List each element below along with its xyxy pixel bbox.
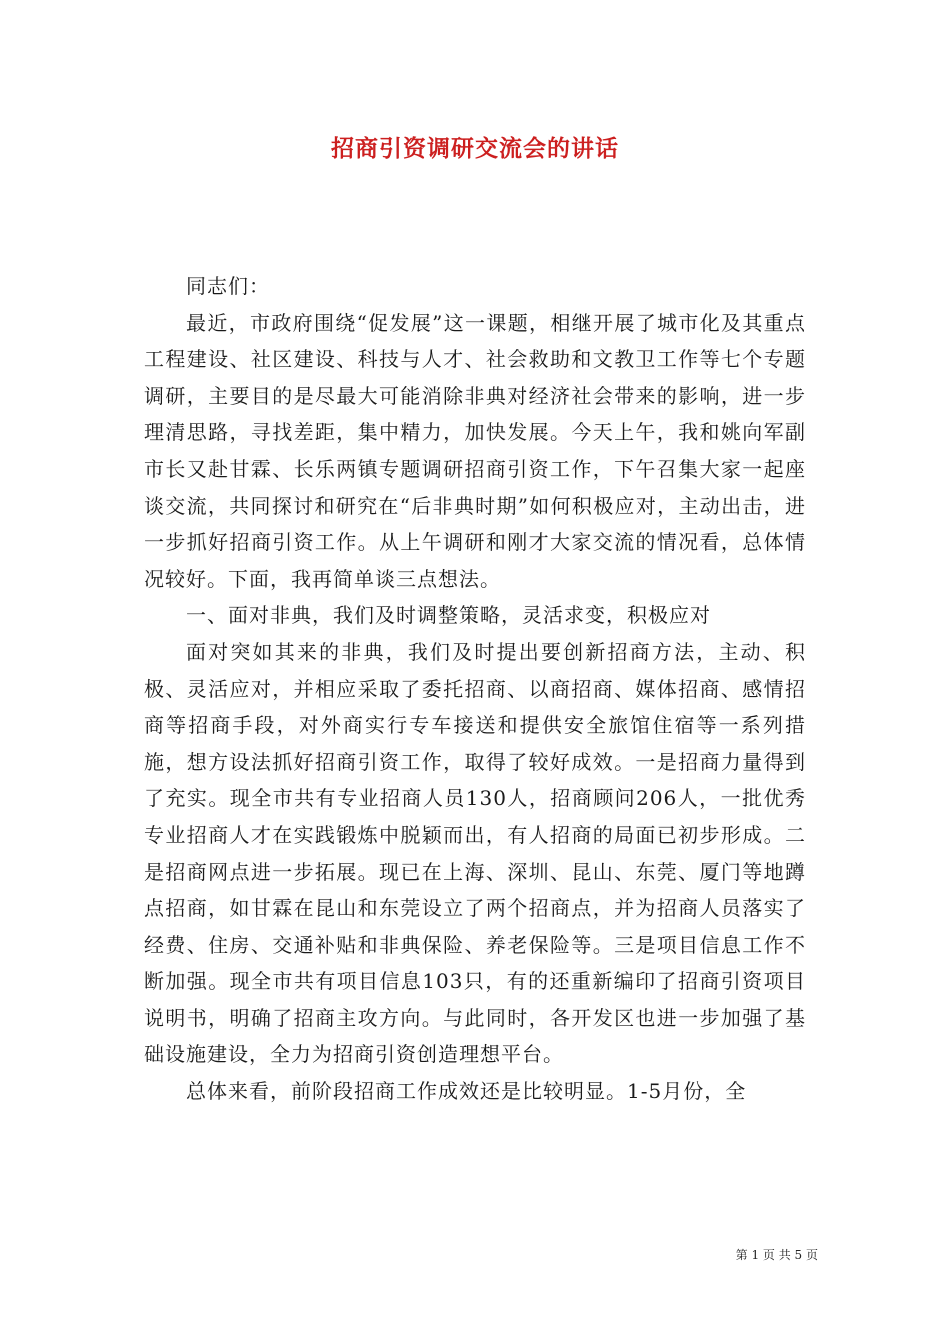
- document-body: [144, 268, 806, 1110]
- page-number: 第 1 页 共 5 页: [735, 1248, 818, 1262]
- document-title: 招商引资调研交流会的讲话: [331, 135, 619, 162]
- paragraph-intro: 最近，市政府围绕“促发展”这一课题，相继开展了城市化及其重点工程建设、社区建设、科技与人才、社会救助和文教卫工作等七个专题调研，主要目的是尽最大可能消除非典对经济社会带来的影响，进一步理清思路，寻找差距，集中精力，加快发展。今天上午，我和姚向军副市长又赴甘霖、长乐两镇专题调研招商引资工作，下午召集大家一起座谈交流，共同探讨和研究在“后非典时期”如何积极应对，主动出击，进一步抓好招商引资工作。从上午调研和刚才大家交流的情况看，总体情况较好。下面，我再简单谈三点想法。: [144, 310, 806, 591]
- paragraph-section-1: 面对突如其来的非典，我们及时提出要创新招商方法，主动、积极、灵活应对，并相应采取了委托招商、以商招商、媒体招商、感情招商等招商手段，对外商实行专车接送和提供安全旅馆住宿等一系列措施，想方设法抓好招商引资工作，取得了较好成效。一是招商力量得到了充实。现全市共有专业招商人员130人，招商顾问206人，一批优秀专业招商人才在实践锻炼中脱颖而出，有人招商的局面已初步形成。二是招商网点进一步拓展。现已在上海、深圳、昆山、东莞、厦门等地蹲点招商，如甘霖在昆山和东莞设立了两个招商点，并为招商人员落实了经费、住房、交通补贴和非典保险、养老保险等。三是项目信息工作不断加强。现全市共有项目信息103只，有的还重新编印了招商引资项目说明书，明确了招商主攻方向。与此同时，各开发区也进一步加强了基础设施建设，全力为招商引资创造理想平台。: [144, 639, 806, 1067]
- paragraph-summary: 总体来看，前阶段招商工作成效还是比较明显。1-5月份，全: [186, 1079, 747, 1104]
- salutation: 同志们：: [186, 274, 270, 298]
- section-heading-1: 一、面对非典，我们及时调整策略，灵活求变，积极应对: [186, 603, 711, 628]
